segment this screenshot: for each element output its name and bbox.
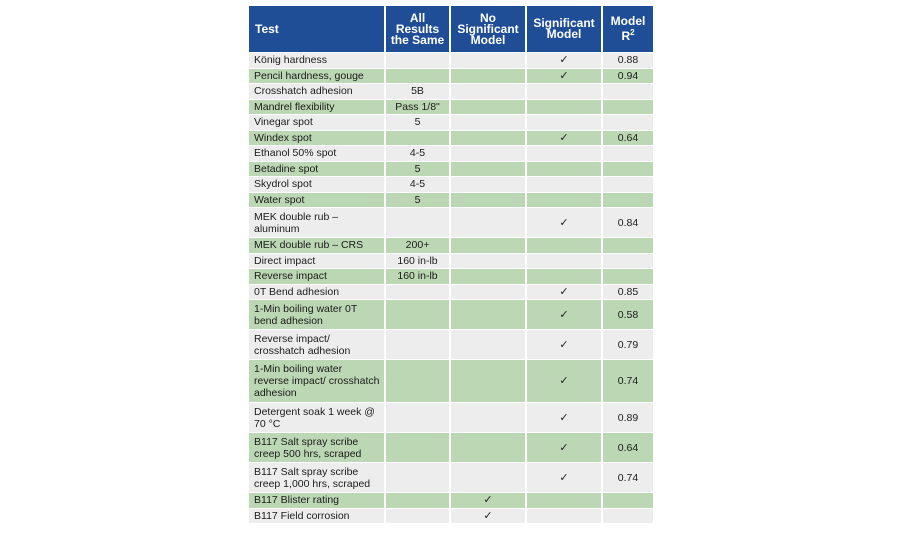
row-model-r2	[603, 238, 653, 253]
row-significant-model	[527, 100, 601, 115]
row-test-name: B117 Salt spray scribe creep 1,000 hrs, scraped	[249, 463, 384, 492]
header-significant-model: Significant Model	[527, 6, 601, 52]
table-row	[249, 433, 653, 462]
row-all-results-same	[386, 463, 449, 492]
row-significant-model	[527, 493, 601, 508]
row-significant-model: ✓	[527, 131, 601, 146]
row-no-significant-model: ✓	[451, 509, 525, 524]
table-row	[249, 300, 653, 329]
table-row	[249, 403, 653, 432]
row-all-results-same: 5	[386, 193, 449, 208]
row-significant-model: ✓	[527, 463, 601, 492]
row-no-significant-model	[451, 300, 525, 329]
row-model-r2: 0.85	[603, 285, 653, 300]
row-all-results-same	[386, 69, 449, 84]
row-no-significant-model	[451, 238, 525, 253]
row-all-results-same	[386, 131, 449, 146]
row-model-r2	[603, 493, 653, 508]
row-test-name: Betadine spot	[249, 162, 384, 177]
row-test-name: B117 Blister rating	[249, 493, 384, 508]
row-test-name: Water spot	[249, 193, 384, 208]
row-no-significant-model	[451, 360, 525, 402]
table-row	[249, 254, 653, 269]
row-test-name: Reverse impact	[249, 269, 384, 284]
table-row	[249, 69, 653, 84]
row-all-results-same	[386, 53, 449, 68]
row-significant-model	[527, 193, 601, 208]
row-significant-model	[527, 146, 601, 161]
row-model-r2: 0.74	[603, 463, 653, 492]
row-all-results-same	[386, 330, 449, 359]
table-row	[249, 285, 653, 300]
row-all-results-same: 4-5	[386, 177, 449, 192]
row-model-r2: 0.84	[603, 208, 653, 237]
row-significant-model	[527, 115, 601, 130]
row-test-name: 1-Min boiling water 0T bend adhesion	[249, 300, 384, 329]
row-all-results-same: 160 in-lb	[386, 254, 449, 269]
table-row	[249, 463, 653, 492]
row-significant-model: ✓	[527, 208, 601, 237]
row-all-results-same	[386, 433, 449, 462]
row-significant-model	[527, 269, 601, 284]
row-model-r2	[603, 269, 653, 284]
row-significant-model: ✓	[527, 403, 601, 432]
row-no-significant-model	[451, 115, 525, 130]
row-test-name: König hardness	[249, 53, 384, 68]
row-all-results-same: 200+	[386, 238, 449, 253]
row-significant-model	[527, 254, 601, 269]
row-model-r2: 0.79	[603, 330, 653, 359]
row-significant-model	[527, 162, 601, 177]
row-significant-model	[527, 238, 601, 253]
row-significant-model	[527, 84, 601, 99]
header-model-r2	[603, 6, 653, 52]
row-all-results-same	[386, 360, 449, 402]
row-no-significant-model	[451, 403, 525, 432]
row-model-r2	[603, 193, 653, 208]
row-all-results-same	[386, 493, 449, 508]
row-test-name: Direct impact	[249, 254, 384, 269]
row-test-name: Pencil hardness, gouge	[249, 69, 384, 84]
table-row	[249, 330, 653, 359]
row-all-results-same	[386, 509, 449, 524]
row-no-significant-model: ✓	[451, 493, 525, 508]
row-test-name: Ethanol 50% spot	[249, 146, 384, 161]
row-test-name: B117 Salt spray scribe creep 500 hrs, scraped	[249, 433, 384, 462]
row-all-results-same	[386, 208, 449, 237]
row-model-r2	[603, 100, 653, 115]
row-significant-model	[527, 509, 601, 524]
header-model-r2-label: Model R	[610, 14, 646, 43]
header-no-significant-model: No Significant Model	[451, 6, 525, 52]
row-significant-model: ✓	[527, 300, 601, 329]
row-test-name: 0T Bend adhesion	[249, 285, 384, 300]
row-no-significant-model	[451, 269, 525, 284]
table-row	[249, 53, 653, 68]
row-model-r2: 0.64	[603, 131, 653, 146]
row-no-significant-model	[451, 100, 525, 115]
row-no-significant-model	[451, 177, 525, 192]
row-no-significant-model	[451, 208, 525, 237]
row-model-r2	[603, 146, 653, 161]
row-significant-model: ✓	[527, 330, 601, 359]
table-row	[249, 208, 653, 237]
results-table-wrapper	[247, 5, 653, 524]
row-model-r2: 0.94	[603, 69, 653, 84]
row-test-name: Reverse impact/ crosshatch adhesion	[249, 330, 384, 359]
row-model-r2: 0.88	[603, 53, 653, 68]
row-all-results-same: Pass 1/8"	[386, 100, 449, 115]
table-row	[249, 131, 653, 146]
row-significant-model: ✓	[527, 360, 601, 402]
table-row	[249, 100, 653, 115]
row-test-name: MEK double rub – aluminum	[249, 208, 384, 237]
row-no-significant-model	[451, 254, 525, 269]
table-body	[249, 53, 653, 523]
row-significant-model	[527, 177, 601, 192]
table-row	[249, 269, 653, 284]
row-no-significant-model	[451, 69, 525, 84]
row-model-r2	[603, 509, 653, 524]
row-test-name: Detergent soak 1 week @ 70 °C	[249, 403, 384, 432]
row-no-significant-model	[451, 53, 525, 68]
row-test-name: Skydrol spot	[249, 177, 384, 192]
row-all-results-same: 5	[386, 162, 449, 177]
row-significant-model: ✓	[527, 69, 601, 84]
table-row	[249, 238, 653, 253]
table-row	[249, 162, 653, 177]
table-row	[249, 360, 653, 402]
table-row	[249, 146, 653, 161]
table-row	[249, 177, 653, 192]
row-model-r2: 0.58	[603, 300, 653, 329]
row-no-significant-model	[451, 285, 525, 300]
row-test-name: MEK double rub – CRS	[249, 238, 384, 253]
table-row	[249, 493, 653, 508]
results-table	[247, 5, 655, 524]
row-model-r2	[603, 162, 653, 177]
row-all-results-same: 5	[386, 115, 449, 130]
row-significant-model: ✓	[527, 285, 601, 300]
table-row	[249, 115, 653, 130]
row-no-significant-model	[451, 433, 525, 462]
row-no-significant-model	[451, 330, 525, 359]
row-all-results-same	[386, 403, 449, 432]
row-model-r2	[603, 84, 653, 99]
row-model-r2	[603, 177, 653, 192]
row-all-results-same	[386, 285, 449, 300]
header-test: Test	[249, 6, 384, 52]
row-all-results-same: 5B	[386, 84, 449, 99]
row-test-name: B117 Field corrosion	[249, 509, 384, 524]
row-no-significant-model	[451, 463, 525, 492]
table-row	[249, 509, 653, 524]
row-model-r2: 0.74	[603, 360, 653, 402]
row-no-significant-model	[451, 193, 525, 208]
row-test-name: Mandrel flexibility	[249, 100, 384, 115]
row-no-significant-model	[451, 84, 525, 99]
row-test-name: Windex spot	[249, 131, 384, 146]
row-test-name: Vinegar spot	[249, 115, 384, 130]
row-test-name: 1-Min boiling water reverse impact/ crosshatch adhesion	[249, 360, 384, 402]
header-all-results-same: All Results the Same	[386, 6, 449, 52]
row-test-name: Crosshatch adhesion	[249, 84, 384, 99]
row-significant-model: ✓	[527, 433, 601, 462]
row-all-results-same: 160 in-lb	[386, 269, 449, 284]
table-row	[249, 84, 653, 99]
row-model-r2: 0.64	[603, 433, 653, 462]
row-all-results-same	[386, 300, 449, 329]
row-model-r2: 0.89	[603, 403, 653, 432]
row-model-r2	[603, 254, 653, 269]
row-no-significant-model	[451, 131, 525, 146]
row-model-r2	[603, 115, 653, 130]
table-row	[249, 193, 653, 208]
row-significant-model: ✓	[527, 53, 601, 68]
header-model-r2-sup: 2	[630, 28, 635, 37]
row-no-significant-model	[451, 146, 525, 161]
row-no-significant-model	[451, 162, 525, 177]
header-row	[249, 6, 653, 52]
row-all-results-same: 4-5	[386, 146, 449, 161]
